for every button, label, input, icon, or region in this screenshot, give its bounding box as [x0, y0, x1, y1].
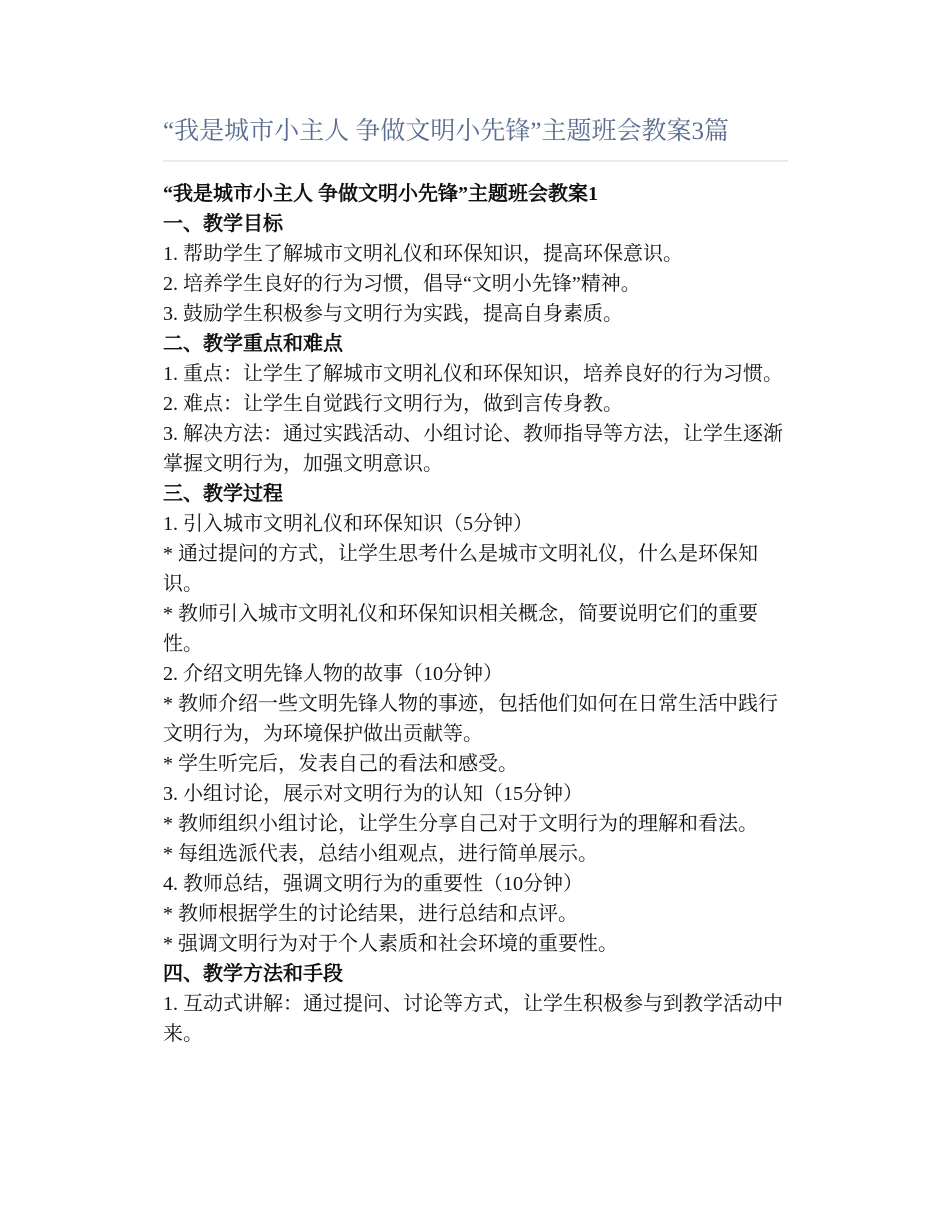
body-paragraph: * 每组选派代表，总结小组观点，进行简单展示。	[163, 843, 598, 865]
body-paragraph: 1. 引入城市文明礼仪和环保知识（5分钟）	[163, 513, 533, 535]
body-paragraph: 3. 解决方法：通过实践活动、小组讨论、教师指导等方法，让学生逐渐掌握文明行为，加强文明意识。	[163, 423, 783, 475]
body-paragraph: 4. 教师总结，强调文明行为的重要性（10分钟）	[163, 873, 583, 895]
body-paragraph: 2. 介绍文明先锋人物的故事（10分钟）	[163, 663, 503, 685]
body-paragraph: * 教师组织小组讨论，让学生分享自己对于文明行为的理解和看法。	[163, 813, 758, 835]
body-paragraph: 1. 互动式讲解：通过提问、讨论等方式，让学生积极参与到教学活动中来。	[163, 993, 783, 1045]
section-heading: “我是城市小主人 争做文明小先锋”主题班会教案1	[163, 183, 598, 205]
body-paragraph: 2. 难点：让学生自觉践行文明行为，做到言传身教。	[163, 393, 623, 415]
section-heading: 三、教学过程	[163, 483, 283, 505]
body-paragraph: * 教师根据学生的讨论结果，进行总结和点评。	[163, 903, 578, 925]
body-paragraph: * 学生听完后，发表自己的看法和感受。	[163, 753, 518, 775]
body-paragraph: 3. 鼓励学生积极参与文明行为实践，提高自身素质。	[163, 303, 623, 325]
section-heading: 四、教学方法和手段	[163, 963, 343, 985]
body-paragraph: * 教师介绍一些文明先锋人物的事迹，包括他们如何在日常生活中践行文明行为，为环境保护做出贡献等。	[163, 693, 778, 745]
body-paragraph: * 强调文明行为对于个人素质和社会环境的重要性。	[163, 933, 618, 955]
body-paragraph: * 教师引入城市文明礼仪和环保知识相关概念，简要说明它们的重要性。	[163, 603, 758, 655]
body-paragraph: * 通过提问的方式，让学生思考什么是城市文明礼仪，什么是环保知识。	[163, 543, 758, 595]
title-divider	[163, 160, 788, 162]
section-heading: 一、教学目标	[163, 213, 283, 235]
body-paragraph: 1. 重点：让学生了解城市文明礼仪和环保知识，培养良好的行为习惯。	[163, 363, 783, 385]
body-paragraph: 3. 小组讨论，展示对文明行为的认知（15分钟）	[163, 783, 583, 805]
document-title: “我是城市小主人 争做文明小先锋”主题班会教案3篇	[163, 118, 729, 145]
section-heading: 二、教学重点和难点	[163, 333, 343, 355]
document-page	[163, 112, 788, 1049]
body-paragraph: 2. 培养学生良好的行为习惯，倡导“文明小先锋”精神。	[163, 273, 641, 295]
document-body	[163, 179, 788, 1049]
body-paragraph: 1. 帮助学生了解城市文明礼仪和环保知识，提高环保意识。	[163, 243, 683, 265]
